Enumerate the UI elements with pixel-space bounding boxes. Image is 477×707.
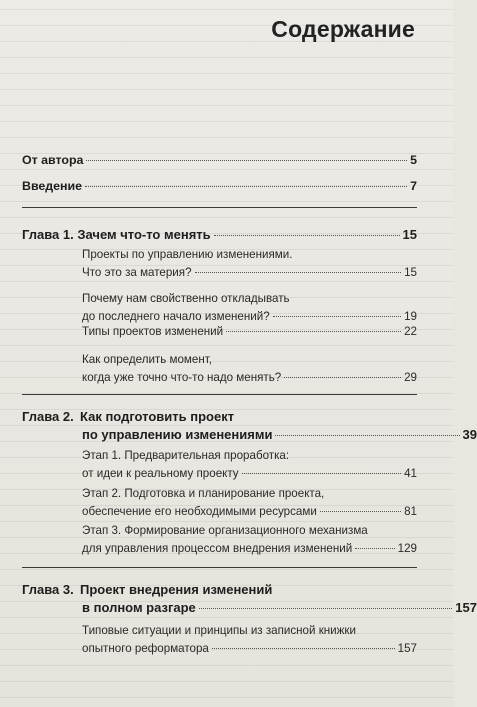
- page-number: 29: [404, 371, 417, 384]
- subentry-line1: Почему нам свойственно откладывать: [82, 292, 290, 305]
- page-number: 5: [410, 153, 417, 167]
- page-number: 22: [404, 325, 417, 338]
- leader-dots: [195, 272, 402, 273]
- leader-dots: [226, 331, 401, 332]
- toc-subentry: [82, 485, 417, 521]
- subentry-line1: Этап 1. Предварительная проработка:: [82, 449, 290, 462]
- chapter-title-line1: Проект внедрения изменений: [80, 582, 273, 597]
- toc-chapter-2: [22, 408, 477, 444]
- chapter-title-line2: по управлению изменениями: [82, 427, 273, 442]
- page-number: 41: [404, 467, 417, 480]
- page-number: 129: [397, 542, 417, 555]
- page-number: 157: [455, 600, 477, 615]
- chapter-title-line1: Как подготовить проект: [80, 409, 235, 424]
- section-divider: [22, 394, 417, 395]
- leader-dots: [214, 235, 400, 236]
- toc-subentry: [82, 447, 417, 483]
- subentry-line2: Что это за материя?: [82, 266, 192, 279]
- subentry-line2: Типы проектов изменений: [82, 325, 224, 338]
- subentry-line2: для управления процессом внедрения изменений: [82, 542, 353, 555]
- toc-entry-intro: [22, 177, 417, 195]
- page-number: 19: [404, 310, 417, 323]
- entry-label: Введение: [22, 179, 83, 193]
- chapter-title-line2: в полном разгаре: [82, 600, 196, 615]
- page-number: 7: [410, 179, 417, 193]
- toc-chapter-3: [22, 581, 477, 617]
- subentry-line2: до последнего начало изменений?: [82, 310, 270, 323]
- leader-dots: [199, 608, 453, 609]
- page-number: 15: [402, 227, 417, 242]
- leader-dots: [273, 316, 401, 317]
- leader-dots: [355, 548, 394, 549]
- leader-dots: [212, 648, 395, 649]
- chapter-number: Глава 3.: [22, 582, 74, 597]
- subentry-line1: Этап 3. Формирование организационного механизма: [82, 524, 368, 537]
- subentry-line1: Типовые ситуации и принципы из записной книжки: [82, 624, 356, 637]
- toc-chapter-1: [22, 226, 417, 244]
- chapter-title: Зачем что-то менять: [77, 227, 211, 242]
- toc-subentry: [82, 290, 417, 326]
- subentry-line2: обеспечение его необходимыми ресурсами: [82, 505, 317, 518]
- leader-dots: [284, 377, 401, 378]
- page-number: 157: [397, 642, 417, 655]
- subentry-line2: опытного реформатора: [82, 642, 209, 655]
- page-number: 81: [404, 505, 417, 518]
- chapter-number: Глава 1.: [22, 227, 74, 242]
- leader-dots: [86, 160, 407, 161]
- subentry-line2: от идеи к реальному проекту: [82, 467, 239, 480]
- page-title: Содержание: [271, 16, 415, 42]
- toc-subentry: [82, 622, 417, 658]
- leader-dots: [275, 435, 459, 436]
- toc-subentry: [82, 522, 417, 558]
- subentry-line1: Как определить момент,: [82, 353, 212, 366]
- section-divider: [22, 567, 417, 568]
- toc-subentry: [82, 323, 417, 341]
- section-divider: [22, 207, 417, 208]
- toc-subentry: [82, 351, 417, 387]
- subentry-line1: Этап 2. Подготовка и планирование проекта,: [82, 487, 325, 500]
- toc-entry-author: [22, 151, 417, 169]
- leader-dots: [242, 473, 402, 474]
- entry-label: От автора: [22, 153, 84, 167]
- leader-dots: [320, 511, 401, 512]
- leader-dots: [85, 186, 407, 187]
- toc-subentry: [82, 246, 417, 282]
- page-number: 15: [404, 266, 417, 279]
- chapter-number: Глава 2.: [22, 409, 74, 424]
- page-number: 39: [462, 427, 477, 442]
- subentry-line2: когда уже точно что-то надо менять?: [82, 371, 282, 384]
- subentry-line1: Проекты по управлению изменениями.: [82, 248, 293, 261]
